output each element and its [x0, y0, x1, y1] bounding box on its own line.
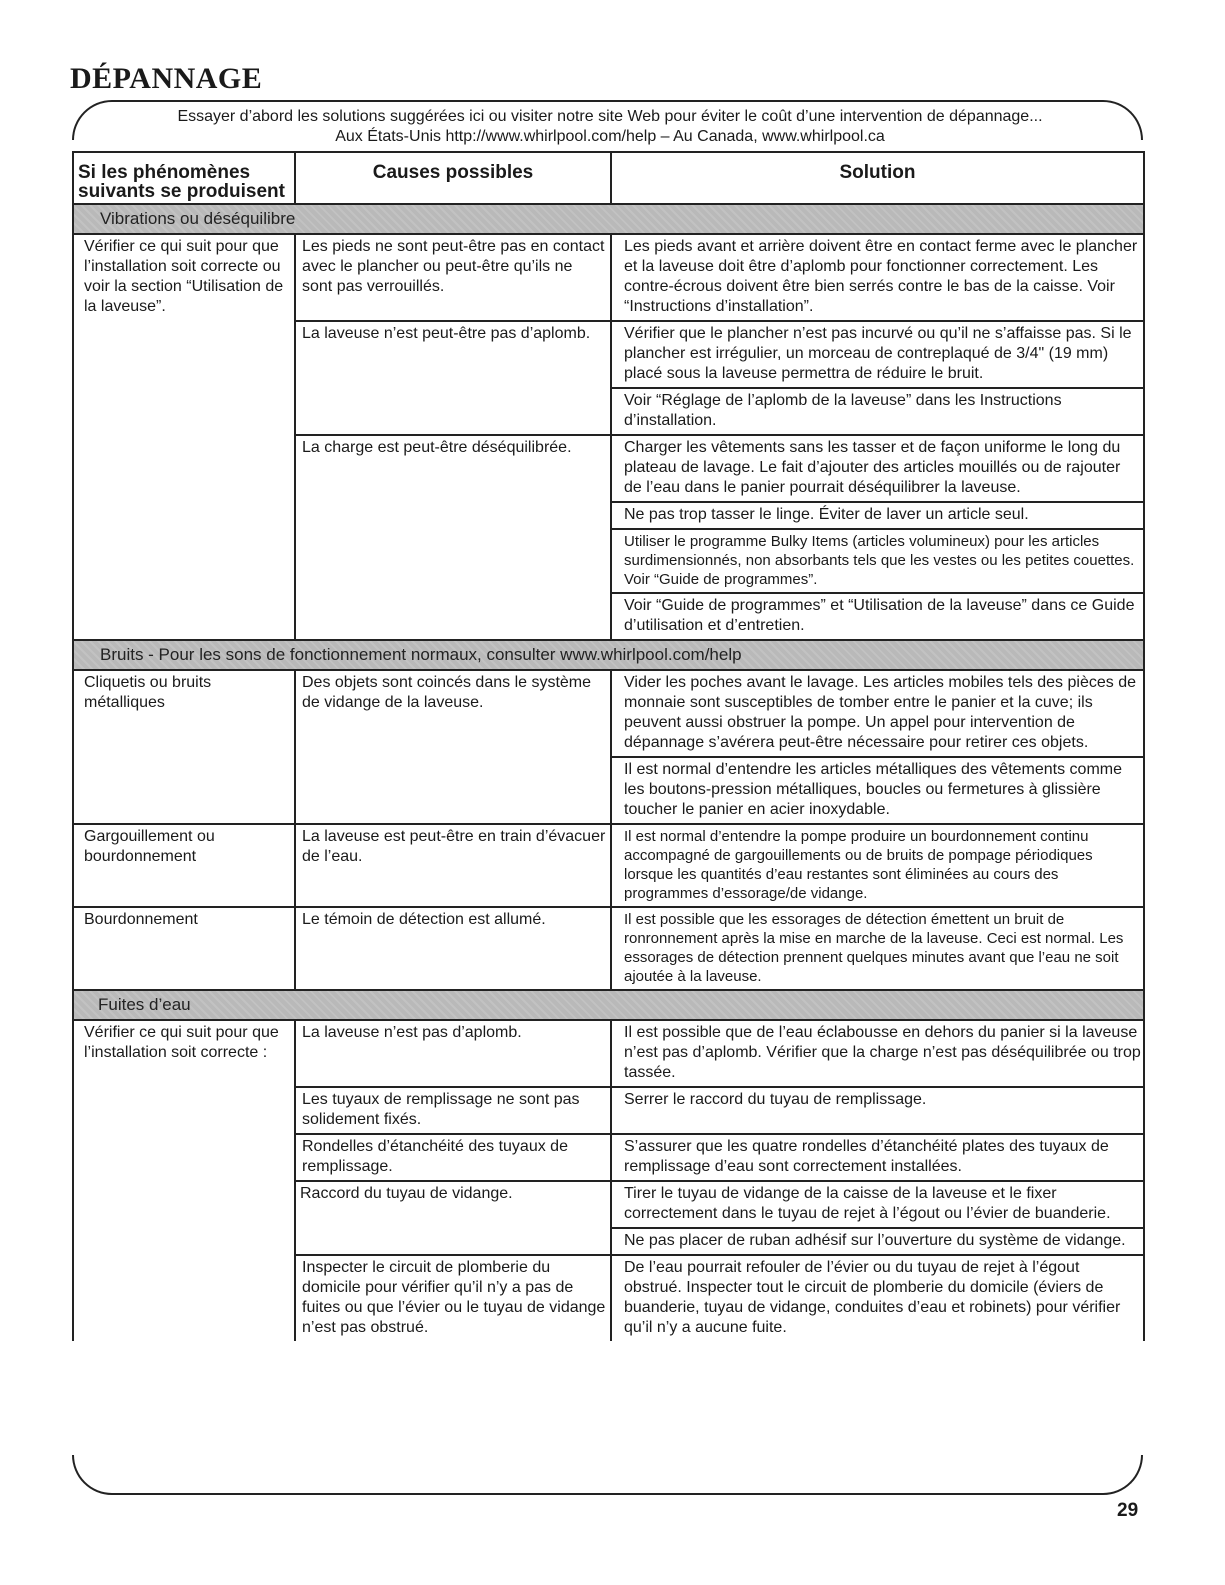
- cause-cell: La laveuse n’est pas d’aplomb.: [295, 1020, 611, 1087]
- intro-line-2: Aux États-Unis http://www.whirlpool.com/help – Au Canada, www.whirlpool.ca: [335, 128, 885, 145]
- header-symptom: Si les phénomènes suivants se produisent: [73, 152, 295, 204]
- solution-cell: Voir “Guide de programmes” et “Utilisation de la laveuse” dans ce Guide d’utilisation et d’entretien.: [611, 593, 1144, 639]
- solution-cell: De l’eau pourrait refouler de l’évier ou du tuyau de rejet à l’égout obstrué. Inspecter tout le circuit de plomberie du domicile (éviers de buanderie, tuyau de vidange, conduites d’eau et robinets) pour vérifier qu’il n’y a aucune fuite.: [611, 1255, 1144, 1341]
- cause-cell: Les tuyaux de remplissage ne sont pas solidement fixés.: [295, 1087, 611, 1134]
- solution-cell: Il est normal d’entendre la pompe produire un bourdonnement continu accompagné de gargouillements ou de bruits de pompage périodiques lorsque les quantités d’eau restantes sont éliminées au cours des programmes d’essorage/de vidange.: [611, 824, 1144, 907]
- solution-cell: Vider les poches avant le lavage. Les articles mobiles tels des pièces de monnaie sont susceptibles de tomber entre le panier et la cuve; ils peuvent aussi obstruer la pompe. Un appel pour intervention de dépannage s’avérera peut-être nécessaire pour retirer ces objets.: [611, 670, 1144, 757]
- solution-cell: Ne pas placer de ruban adhésif sur l’ouverture du système de vidange.: [611, 1228, 1144, 1255]
- symptom-cell: Vérifier ce qui suit pour que l’installation soit correcte :: [73, 1020, 295, 1341]
- table-row: [73, 670, 1144, 757]
- symptom-cell: Cliquetis ou bruits métalliques: [73, 670, 295, 824]
- solution-cell: Vérifier que le plancher n’est pas incurvé ou qu’il ne s’affaisse pas. Si le plancher est irrégulier, un morceau de contreplaqué de 3/4" (19 mm) placé sous la laveuse permettra de réduire le bruit.: [611, 321, 1144, 388]
- intro-text: [90, 107, 1130, 147]
- table-header-row: [73, 152, 1144, 204]
- cause-cell: La charge est peut-être déséquilibrée.: [295, 435, 611, 640]
- section-title: Fuites d’eau: [73, 990, 1144, 1020]
- table-row: [73, 907, 1144, 990]
- cause-cell: La laveuse n’est peut-être pas d’aplomb.: [295, 321, 611, 435]
- solution-cell: Charger les vêtements sans les tasser et de façon uniforme le long du plateau de lavage. Le fait d’ajouter des articles mouillés ou de rajouter de l’eau dans le panier pourrait déséquilibrer la laveuse.: [611, 435, 1144, 502]
- symptom-cell: Vérifier ce qui suit pour que l’installation soit correcte ou voir la section “Utilisation de la laveuse”.: [73, 234, 295, 640]
- cause-cell: Les pieds ne sont peut-être pas en contact avec le plancher ou peut-être qu’ils ne sont pas verrouillés.: [295, 234, 611, 321]
- table-row: [73, 234, 1144, 321]
- solution-cell: Tirer le tuyau de vidange de la caisse de la laveuse et le fixer correctement dans le tuyau de rejet à l’égout ou l’évier de buanderie.: [611, 1181, 1144, 1228]
- header-solution: Solution: [611, 152, 1144, 204]
- solution-cell: Ne pas trop tasser le linge. Éviter de laver un article seul.: [611, 502, 1144, 529]
- section-title: Bruits - Pour les sons de fonctionnement normaux, consulter www.whirlpool.com/help: [73, 640, 1144, 670]
- cause-cell: Rondelles d’étanchéité des tuyaux de remplissage.: [295, 1134, 611, 1181]
- solution-cell: Il est possible que les essorages de détection émettent un bruit de ronronnement après la mise en marche de la laveuse. Ceci est normal. Les essorages de détection prennent quelques minutes avant que l’eau ne soit ajoutée à la laveuse.: [611, 907, 1144, 990]
- section-title: Vibrations ou déséquilibre: [73, 204, 1144, 234]
- table-row: [73, 824, 1144, 907]
- cause-cell: Le témoin de détection est allumé.: [295, 907, 611, 990]
- symptom-cell: Gargouillement ou bourdonnement: [73, 824, 295, 907]
- solution-cell: Les pieds avant et arrière doivent être en contact ferme avec le plancher et la laveuse doit être d’aplomb pour fonctionner correctement. Les contre-écrous doivent être bien serrés contre le bas de la caisse. Voir “Instructions d’installation”.: [611, 234, 1144, 321]
- cause-cell: La laveuse est peut-être en train d’évacuer de l’eau.: [295, 824, 611, 907]
- section-header-noise: [73, 640, 1144, 670]
- frame-bottom-border: [72, 1455, 1143, 1495]
- cause-cell: Inspecter le circuit de plomberie du domicile pour vérifier qu’il n’y a pas de fuites ou que l’évier ou le tuyau de vidange n’est pas obstrué.: [295, 1255, 611, 1341]
- solution-cell: Serrer le raccord du tuyau de remplissage.: [611, 1087, 1144, 1134]
- page-title: DÉPANNAGE: [70, 62, 263, 95]
- header-causes: Causes possibles: [295, 152, 611, 204]
- cause-cell: Des objets sont coincés dans le système de vidange de la laveuse.: [295, 670, 611, 824]
- table-row: [73, 1020, 1144, 1087]
- section-header-vibration: [73, 204, 1144, 234]
- solution-cell: Il est normal d’entendre les articles métalliques des vêtements comme les boutons-pression métalliques, boucles ou fermetures à glissière toucher le panier en acier inoxydable.: [611, 757, 1144, 824]
- intro-line-1: Essayer d’abord les solutions suggérées ici ou visiter notre site Web pour éviter le coût d’une intervention de dépannage...: [177, 108, 1043, 125]
- solution-cell: S’assurer que les quatre rondelles d’étanchéité plates des tuyaux de remplissage d’eau sont correctement installées.: [611, 1134, 1144, 1181]
- troubleshooting-table: [72, 151, 1145, 1341]
- symptom-cell: Bourdonnement: [73, 907, 295, 990]
- cause-cell: Raccord du tuyau de vidange.: [295, 1181, 611, 1255]
- solution-cell: Il est possible que de l’eau éclabousse en dehors du panier si la laveuse n’est pas d’aplomb. Vérifier que la charge n’est pas déséquilibrée ou trop tassée.: [611, 1020, 1144, 1087]
- solution-cell: Voir “Réglage de l’aplomb de la laveuse” dans les Instructions d’installation.: [611, 388, 1144, 435]
- page-number: 29: [1117, 1500, 1139, 1521]
- solution-cell: Utiliser le programme Bulky Items (articles volumineux) pour les articles surdimensionnés, non absorbants tels que les vestes ou les petites couettes. Voir “Guide de programmes”.: [611, 529, 1144, 593]
- section-header-leaks: [73, 990, 1144, 1020]
